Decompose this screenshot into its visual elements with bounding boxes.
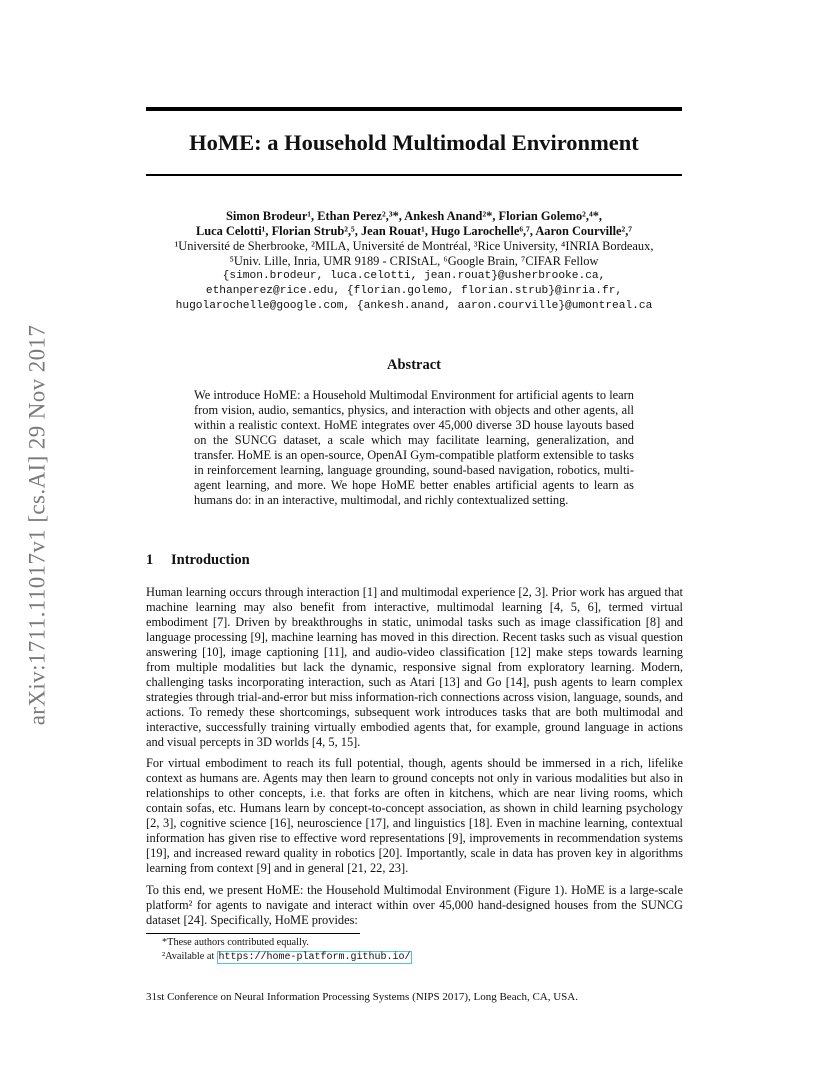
author-line-1: Simon Brodeur¹, Ethan Perez²,³*, Ankesh Anand²*, Florian Golemo²,⁴*,	[225, 209, 603, 223]
email-line-2: ethanperez@rice.edu, {florian.golemo, florian.strub}@inria.fr,	[205, 285, 623, 297]
affiliation-line-1: ¹Université de Sherbrooke, ²MILA, Université de Montréal, ³Rice University, ⁴INRIA Bordeaux,	[174, 239, 654, 253]
project-url-link[interactable]: https://home-platform.github.io/	[218, 952, 411, 963]
paragraph-3: To this end, we present HoME: the Household Multimodal Environment (Figure 1). HoME is a large-scale platform² for agents to navigate and interact within over 45,000 hand-designed houses from the SUNCG dataset [24]. Specifically, HoME provides:	[146, 883, 683, 928]
footnote-2	[146, 950, 412, 965]
author-block	[120, 209, 708, 314]
paragraph-2: For virtual embodiment to reach its full potential, though, agents should be immersed in a rich, lifelike context as humans are. Agents may then learn to ground concepts not only in various modalities but also in relationships to other concepts, i.e. that forks are often in kitchens, which are near living rooms, which contain sofas, etc. Humans learn by concept-to-concept association, as shown in child learning psychology [2, 3], cognitive science [16], neuroscience [17], and linguistics [18]. Even in machine learning, contextual information has given rise to effective word representations [9], improvements in recommendation systems [19], and increased reward quality in robotics [20]. Importantly, scale in data has proven key in algorithms learning from context [9] and in general [21, 22, 23].	[146, 756, 683, 876]
affiliation-line-2: ⁵Univ. Lille, Inria, UMR 9189 - CRIStAL, ⁶Google Brain, ⁷CIFAR Fellow	[229, 254, 599, 268]
footnote-1: *These authors contributed equally.	[162, 937, 309, 948]
title-rule-top	[146, 107, 682, 111]
paper-title: HoME: a Household Multimodal Environment	[189, 130, 639, 155]
conference-note: 31st Conference on Neural Information Processing Systems (NIPS 2017), Long Beach, CA, USA.	[146, 991, 578, 1003]
paragraph-1: Human learning occurs through interaction [1] and multimodal experience [2, 3]. Prior work has argued that machine learning may also benefit from interactive, multimodal learning [4, 5, 6], termed virtual embodiment [7]. Driven by breakthroughs in static, unimodal tasks such as image classification [8] and language processing [9], machine learning has moved in this direction. Recent tasks such as visual question answering [10], image captioning [11], and audio-video classification [12] make steps towards learning from multiple modalities but lack the dynamic, responsive signal from exploratory learning. Modern, challenging tasks incorporating interaction, such as Atari [13] and Go [14], push agents to learn complex strategies through trial-and-error but miss information-rich connections across vision, language, sounds, and actions. To remedy these shortcomings, subsequent work introduces tasks that are both multimodal and interactive, successfully training virtually embodied agents that, for example, ground language in actions and visual percepts in 3D worlds [4, 5, 15].	[146, 585, 683, 749]
abstract-heading: Abstract	[387, 357, 441, 373]
arxiv-identifier: arXiv:1711.11017v1 [cs.AI] 29 Nov 2017	[24, 324, 50, 726]
section-title: Introduction	[171, 552, 250, 568]
abstract-text: We introduce HoME: a Household Multimodal Environment for artificial agents to learn from vision, audio, semantics, physics, and interaction with objects and other agents, all within a realistic context. HoME integrates over 45,000 diverse 3D house layouts based on the SUNCG dataset, a scale which may facilitate learning, generalization, and transfer. HoME is an open-source, OpenAI Gym-compatible platform extensible to tasks in reinforcement learning, language grounding, sound-based navigation, robotics, multi-agent learning, and more. We hope HoME better enables artificial agents to learn as humans do: in an interactive, multimodal, and richly contextualized setting.	[194, 388, 634, 507]
introduction-body	[146, 585, 683, 935]
footnotes	[146, 936, 412, 965]
title-rule-bottom	[146, 174, 682, 176]
author-line-2: Luca Celotti¹, Florian Strub²,⁵, Jean Rouat¹, Hugo Larochelle⁶,⁷, Aaron Courville²,⁷	[195, 224, 633, 238]
section-heading	[146, 552, 250, 569]
footnote-rule	[146, 933, 360, 934]
footnote-2-text: ²Available at	[162, 951, 217, 962]
email-line-3: hugolarochelle@google.com, {ankesh.anand, aaron.courville}@umontreal.ca	[175, 300, 653, 312]
email-line-1: {simon.brodeur, luca.celotti, jean.rouat}@usherbrooke.ca,	[222, 270, 606, 282]
section-number: 1	[146, 552, 154, 568]
